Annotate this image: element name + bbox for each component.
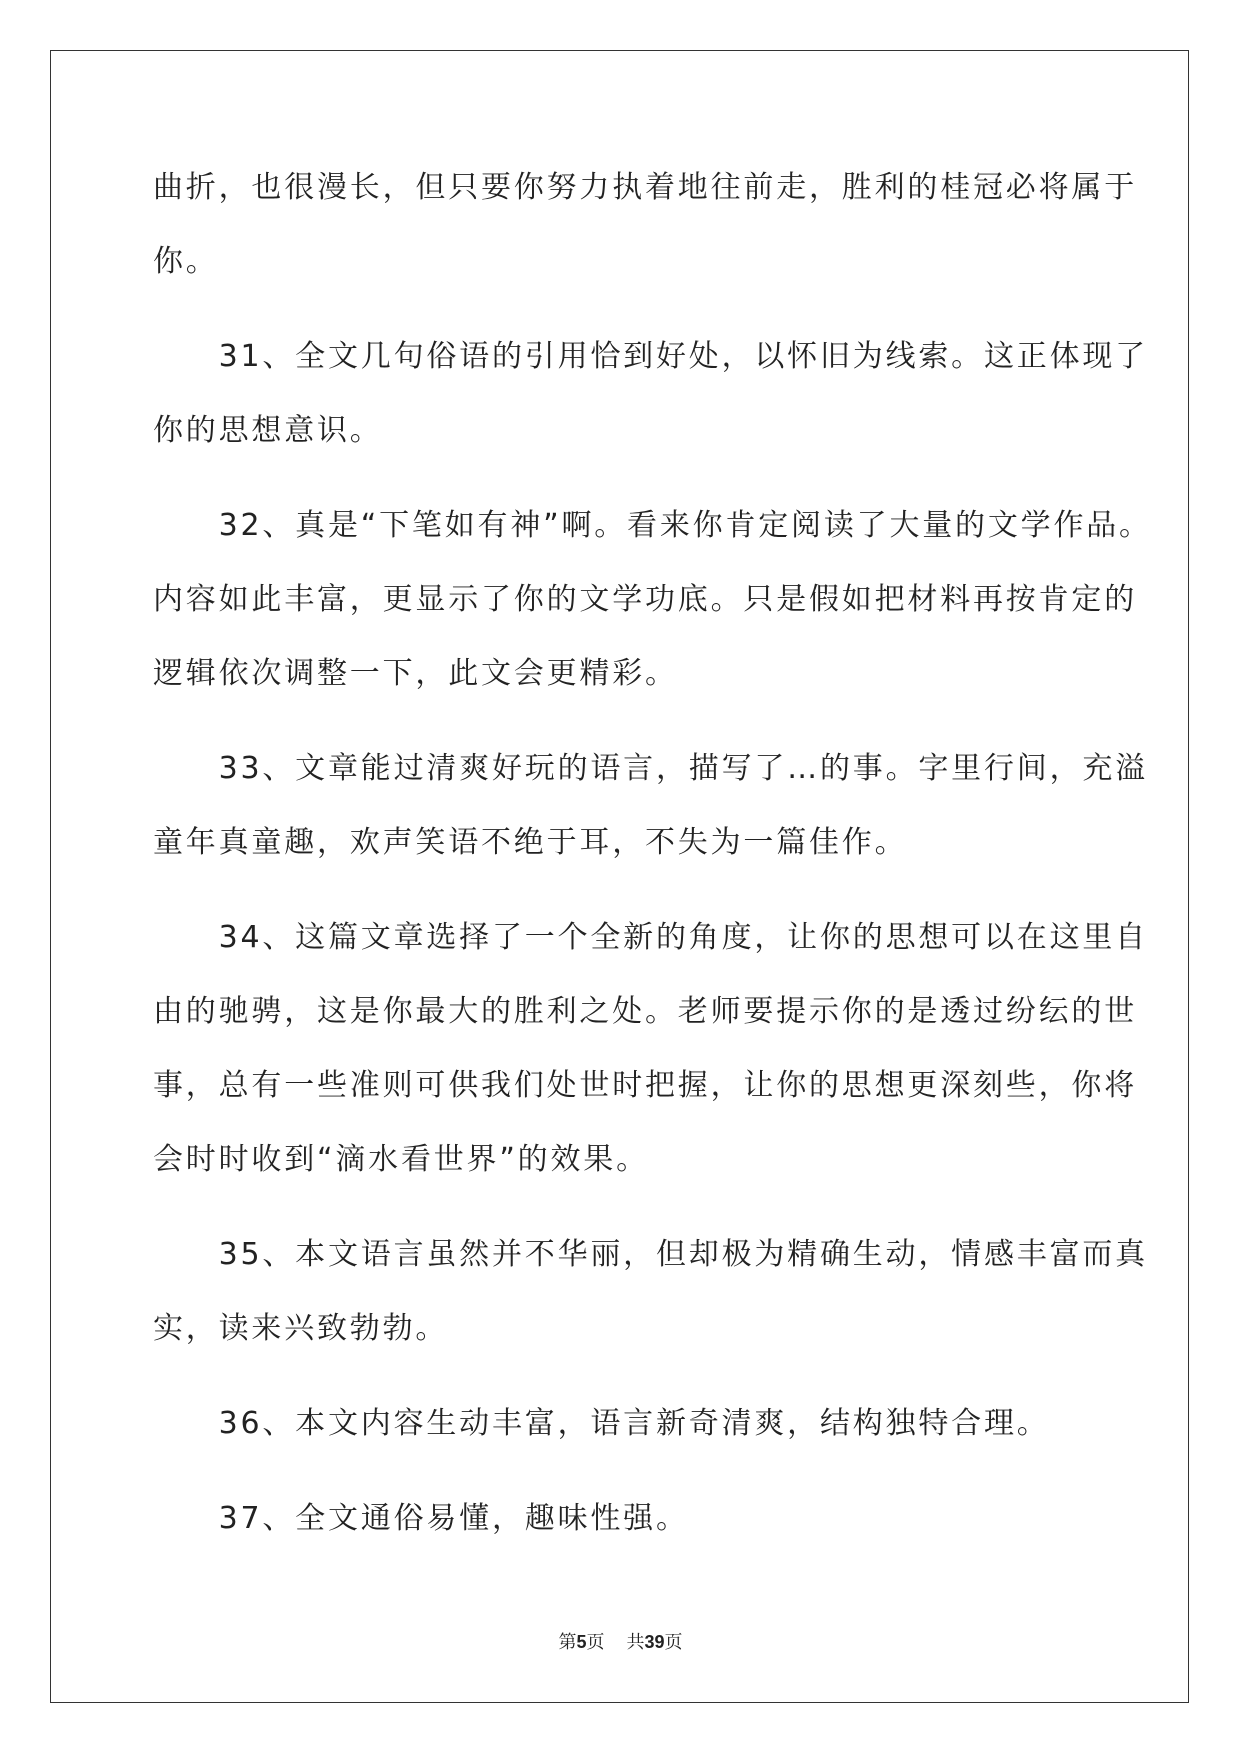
text-line: 31、全文几句俗语的引用恰到好处，以怀旧为线索。这正体现了 [153,339,1148,374]
text-line: 事，总有一些准则可供我们处世时把握，让你的思想更深刻些，你将 [153,1068,1137,1103]
text-line: 33、文章能过清爽好玩的语言，描写了…的事。字里行间，充溢 [153,751,1148,786]
text-line: 曲折，也很漫长，但只要你努力执着地往前走，胜利的桂冠必将属于 [153,170,1137,205]
text-line: 你的思想意识。 [153,413,383,448]
page-footer [0,1628,1241,1654]
footer-prefix: 第 [558,1632,577,1653]
text-line: 童年真童趣，欢声笑语不绝于耳，不失为一篇佳作。 [153,825,908,860]
text-line: 37、全文通俗易懂，趣味性强。 [153,1501,689,1536]
text-line: 你。 [153,244,219,279]
text-line: 内容如此丰富，更显示了你的文学功底。只是假如把材料再按肯定的 [153,582,1137,617]
text-line: 34、这篇文章选择了一个全新的角度，让你的思想可以在这里自 [153,920,1148,955]
total-pages: 39 [644,1632,665,1652]
text-line: 逻辑依次调整一下，此文会更精彩。 [153,656,678,691]
text-line: 36、本文内容生动丰富，语言新奇清爽，结构独特合理。 [153,1406,1050,1441]
text-line: 实，读来兴致勃勃。 [153,1311,449,1346]
text-line: 35、本文语言虽然并不华丽，但却极为精确生动，情感丰富而真 [153,1237,1148,1272]
footer-total-prefix: 共 [626,1632,645,1653]
footer-total-suffix: 页 [664,1632,683,1653]
page-border [50,50,1189,1703]
text-line: 会时时收到“滴水看世界”的效果。 [153,1142,649,1177]
text-line: 由的驰骋，这是你最大的胜利之处。老师要提示你的是透过纷纭的世 [153,994,1137,1029]
page-number: 5 [576,1632,587,1652]
text-line: 32、真是“下笔如有神”啊。看来你肯定阅读了大量的文学作品。 [153,508,1152,543]
footer-page-suffix: 页 [586,1632,605,1653]
